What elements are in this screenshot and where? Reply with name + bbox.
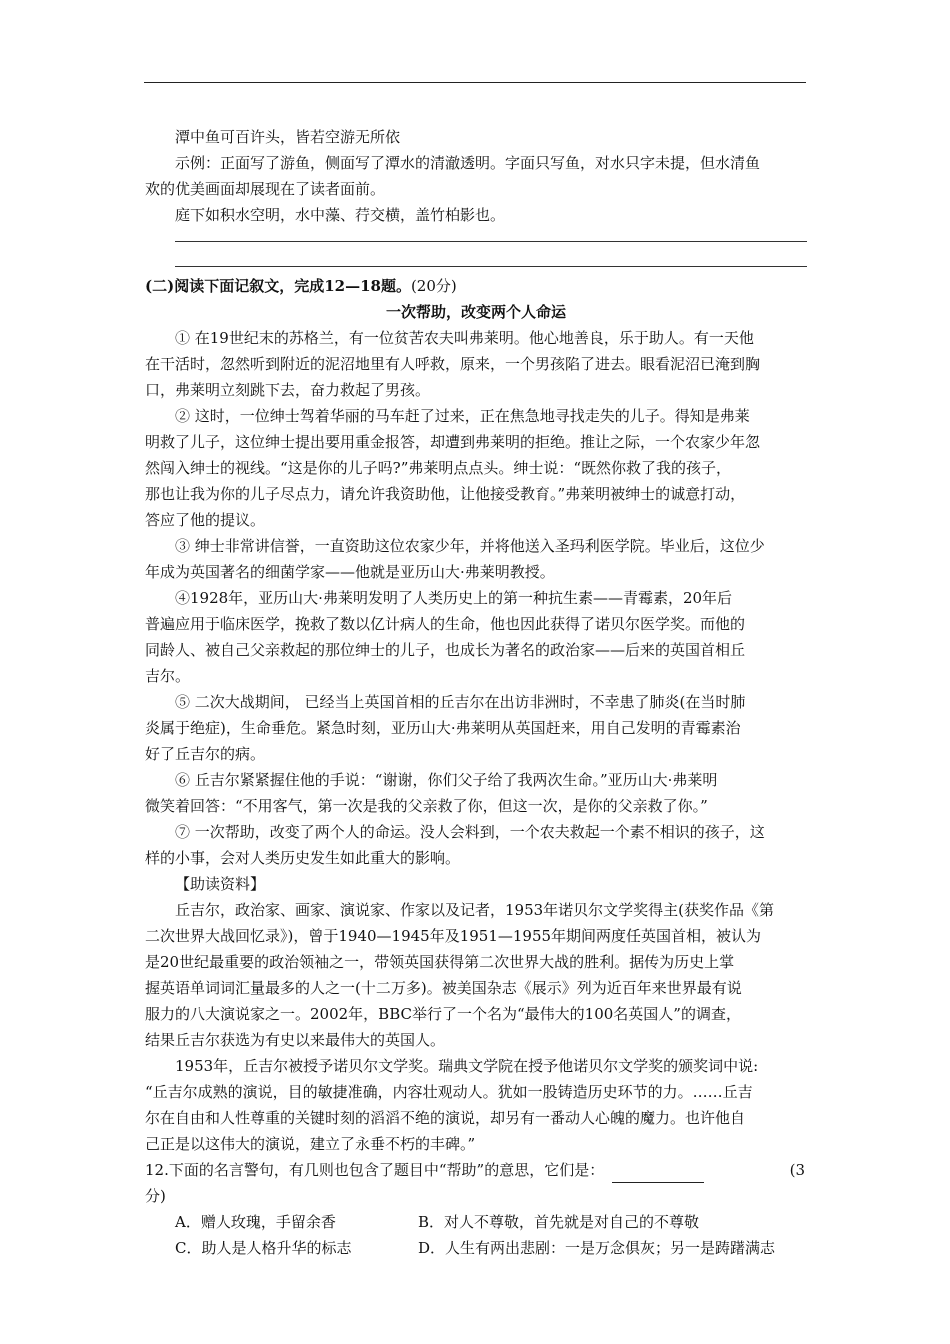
paragraph-line: 同龄人、被自己父亲救起的那位绅士的儿子，也成长为著名的政治家——后来的英国首相丘 [145,641,746,659]
poem-line-2: 庭下如积水空明，水中藻、荇交横，盖竹柏影也。 [175,206,506,224]
reading-aid-line: 二次世界大战回忆录》)，曾于1940—1945年及1951—1955年期间两度任英国首相，被认为 [145,927,762,945]
option-d[interactable]: D．人生有两出悲剧：一是万念俱灰；另一是踌躇满志 [418,1239,776,1257]
example-line-2: 欢的优美画面却展现在了读者面前。 [145,180,386,198]
section-header-score: (20分) [410,277,457,295]
paragraph-line: 在干活时，忽然听到附近的泥沼地里有人呼救，原来，一个男孩陷了进去。眼看泥沼已淹到胸 [145,355,761,373]
paragraph-line: ③ 绅士非常讲信誉，一直资助这位农家少年，并将他送入圣玛利医学院。毕业后，这位少 [175,537,765,555]
paragraph-line: 普遍应用于临床医学，挽救了数以亿计病人的生命，他也因此获得了诺贝尔医学奖。而他的 [145,615,746,633]
paragraph-line: 年成为英国著名的细菌学家——他就是亚历山大·弗莱明教授。 [145,563,555,581]
paragraph-line: 好了丘吉尔的病。 [145,745,266,763]
reading-aid-line: 1953年，丘吉尔被授予诺贝尔文学奖。瑞典文学院在授予他诺贝尔文学奖的颁奖词中说: [175,1057,759,1075]
section-header [145,273,807,299]
paragraph-line: ⑥ 丘吉尔紧紧握住他的手说：“谢谢，你们父子给了我两次生命。”亚历山大·弗莱明 [175,771,718,789]
reading-aid-line: “丘吉尔成熟的演说，目的敏捷准确，内容壮观动人。犹如一股铸造历史环节的力。……丘吉 [145,1083,753,1101]
option-a[interactable]: A．赠人玫瑰，手留余香 [175,1213,336,1231]
header-rule [144,82,806,83]
question-12-answer-blank[interactable] [612,1166,704,1183]
poem-line-1: 潭中鱼可百许头，皆若空游无所依 [175,128,401,146]
question-12-text: 12.下面的名言警句，有几则也包含了题目中“帮助”的意思，它们是： [145,1161,605,1179]
reading-aid-line: 握英语单词词汇量最多的人之一(十二万多)。被美国杂志《展示》列为近百年来世界最有说 [145,979,742,997]
paragraph-line: 那也让我为你的儿子尽点力，请允许我资助他，让他接受教育。”弗莱明被绅士的诚意打动， [145,485,746,503]
paragraph-line: ① 在19世纪末的苏格兰，有一位贫苦农夫叫弗莱明。他心地善良，乐于助人。有一天他 [175,329,754,347]
answer-line-2[interactable] [175,266,807,267]
reading-aid-line: 结果丘吉尔获选为有史以来最伟大的英国人。 [145,1031,446,1049]
paragraph-line: 微笑着回答：“不用客气，第一次是我的父亲救了你，但这一次，是你的父亲救了你。” [145,797,708,815]
question-12-stem [145,1157,807,1183]
paragraph-line: 样的小事，会对人类历史发生如此重大的影响。 [145,849,461,867]
paragraph-line: ② 这时，一位绅士驾着华丽的马车赶了过来，正在焦急地寻找走失的儿子。得知是弗莱 [175,407,750,425]
reading-aid-line: 是20世纪最重要的政治领袖之一，带领英国获得第二次世界大战的胜利。据传为历史上掌 [145,953,735,971]
question-12-score: (3 [789,1161,805,1179]
section-header-text: (二)阅读下面记叙文，完成12—18题。 [145,277,411,295]
option-c[interactable]: C．助人是人格升华的标志 [175,1239,352,1257]
paragraph-line: ⑤ 二次大战期间， 已经当上英国首相的丘吉尔在出访非洲时，不幸患了肺炎(在当时肺 [175,693,746,711]
reading-aid-line: 丘吉尔，政治家、画家、演说家、作家以及记者，1953年诺贝尔文学奖得主(获奖作品《第 [175,901,775,919]
paragraph-line: 然闯入绅士的视线。“这是你的儿子吗?”弗莱明点点头。绅士说：“既然你救了我的孩子， [145,459,732,477]
article-title: 一次帮助，改变两个人命运 [385,303,566,321]
paragraph-line: ⑦ 一次帮助，改变了两个人的命运。没人会料到，一个农夫救起一个素不相识的孩子，这 [175,823,765,841]
paragraph-line: 吉尔。 [145,667,191,685]
option-b[interactable]: B．对人不尊敬，首先就是对自己的不尊敬 [418,1213,700,1231]
example-line-1: 示例：正面写了游鱼，侧面写了潭水的清澈透明。字面只写鱼，对水只字未提，但水清鱼 [175,154,761,172]
paragraph-line: 明救了儿子，这位绅士提出要用重金报答，却遭到弗莱明的拒绝。推让之际，一个农家少年忽 [145,433,761,451]
reading-aid-line: 己正是以这伟大的演说，建立了永垂不朽的丰碑。” [145,1135,476,1153]
paragraph-line: 口，弗莱明立刻跳下去，奋力救起了男孩。 [145,381,431,399]
answer-line-1[interactable] [175,241,807,242]
paragraph-line: 炎属于绝症)，生命垂危。紧急时刻，亚历山大·弗莱明从英国赶来，用自己发明的青霉素治 [145,719,741,737]
reading-aid-title: 【助读资料】 [175,875,266,893]
reading-aid-line: 尔在自由和人性尊重的关键时刻的滔滔不绝的演说，却另有一番动人心魄的魔力。也许他自 [145,1109,746,1127]
paragraph-line: ④1928年，亚历山大·弗莱明发明了人类历史上的第一种抗生素——青霉素，20年后 [175,589,733,607]
paragraph-line: 答应了他的提议。 [145,511,266,529]
reading-aid-line: 服力的八大演说家之一。2002年，BBC举行了一个名为“最伟大的100名英国人”的调查， [145,1005,741,1023]
question-12-score-cont: 分) [145,1187,166,1205]
